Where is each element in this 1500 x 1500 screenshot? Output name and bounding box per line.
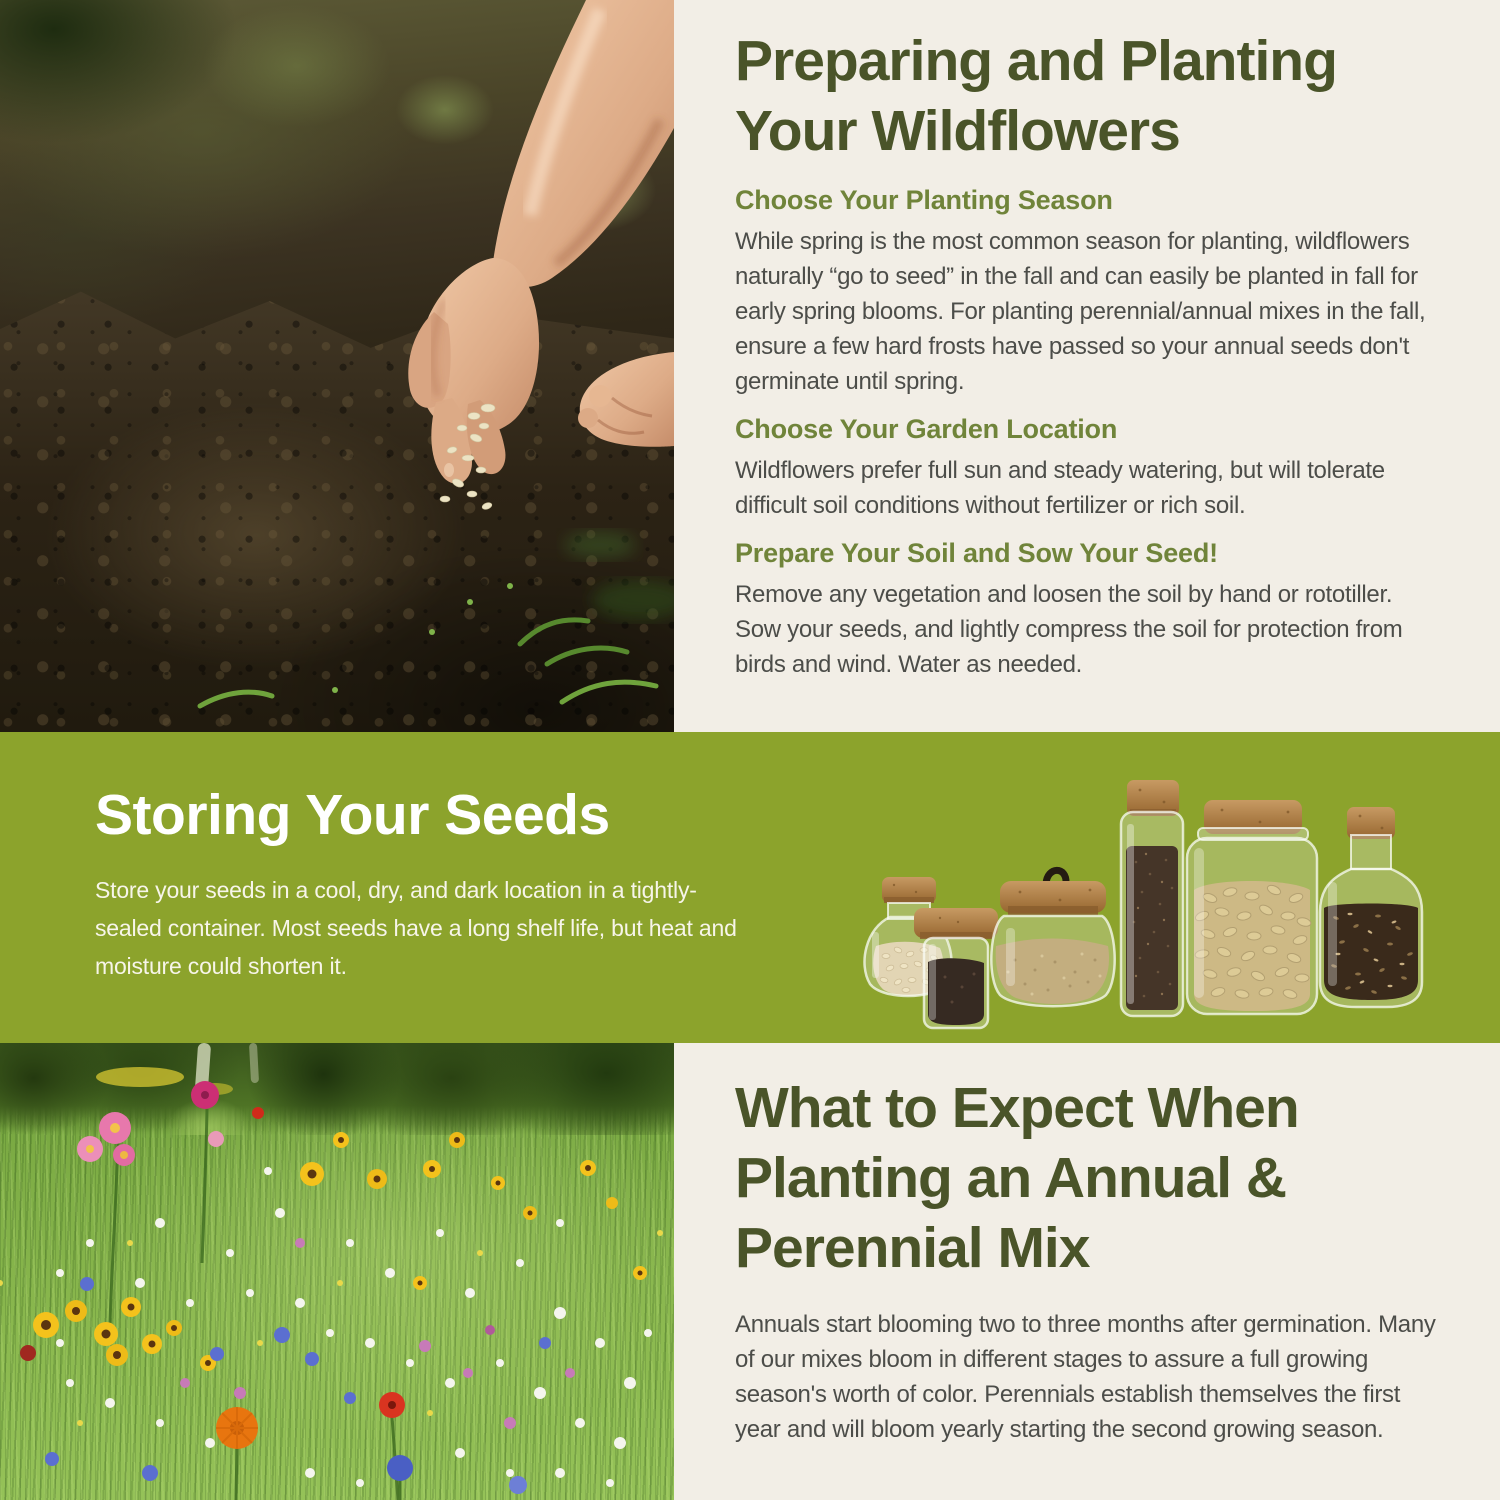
purple-blooms — [180, 1238, 575, 1429]
blurred-leaf — [592, 580, 674, 620]
seed-jar-bottle — [1320, 807, 1422, 1007]
flower-stems — [110, 1109, 400, 1500]
white-daisies — [56, 1167, 652, 1487]
subsection-garden-location — [735, 413, 1438, 523]
storing-text-block — [95, 783, 745, 985]
seed-jars-photo — [850, 732, 1450, 1043]
hand-sowing-illustration — [0, 0, 674, 732]
expect-panel — [674, 1043, 1500, 1500]
subsection-body: While spring is the most common season for planting, wildflowers naturally “go to seed” in the fall and can easily be planted in fall for early spring blooms. For planting perennial/annual mixes in the fall, ensure a few hard frosts have passed so your annual seeds don't germinate until spring. — [735, 228, 1426, 395]
fingertip — [589, 385, 611, 407]
expect-body: Annuals start blooming two to three months after germination. Many of our mixes bloom in different stages to assure a full growing season's worth of color. Perennials establish themselves the first year and will bloom yearly starting the second growing season. — [735, 1311, 1436, 1443]
yellow-coreopsis-cluster — [20, 1297, 216, 1371]
fingertip — [578, 408, 598, 428]
storing-band — [0, 732, 1500, 1043]
preparing-title: Preparing and Planting Your Wildflowers — [735, 29, 1337, 163]
seed-jar-tube — [1121, 780, 1183, 1016]
subsection-planting-season — [735, 184, 1438, 399]
blurred-leaf — [564, 531, 636, 559]
blue-cornflowers — [45, 1277, 551, 1494]
sowing-seeds-photo — [0, 0, 674, 732]
subsection-prepare-soil — [735, 537, 1438, 682]
seed-jar-large — [1187, 800, 1317, 1014]
red-poppy — [379, 1392, 405, 1418]
subsection-body: Remove any vegetation and loosen the soil by hand or rototiller. Sow your seeds, and lightly compress the soil for protection from birds and wind. Water as needed. — [735, 581, 1403, 678]
meadow-flowers-illustration — [0, 1043, 674, 1500]
seed-jar-squat — [991, 870, 1114, 1006]
seedling-sprigs — [200, 620, 656, 706]
yellow-coreopsis — [300, 1132, 647, 1290]
expect-title: What to Expect When Planting an Annual & Perennial Mix — [735, 1076, 1299, 1280]
subsection-heading: Choose Your Garden Location — [735, 414, 1118, 444]
wildflower-meadow-photo — [0, 1043, 674, 1500]
pink-cosmos — [77, 1081, 224, 1166]
storing-title: Storing Your Seeds — [95, 783, 610, 847]
fingernail — [444, 463, 454, 477]
preparing-section — [0, 0, 1500, 732]
seedling-dots — [332, 583, 513, 693]
red-bloom — [252, 1107, 264, 1119]
subsection-heading: Prepare Your Soil and Sow Your Seed! — [735, 538, 1218, 568]
subsection-body: Wildflowers prefer full sun and steady watering, but will tolerate difficult soil conditions without fertilizer or rich soil. — [735, 457, 1385, 519]
storing-body: Store your seeds in a cool, dry, and dark location in a tightly-sealed container. Most seeds have a long shelf life, but heat and moisture could shorten it. — [95, 877, 737, 979]
subsection-heading: Choose Your Planting Season — [735, 185, 1113, 215]
expect-section — [0, 1043, 1500, 1500]
yellow-bloom-drift — [96, 1067, 184, 1087]
orange-cosmos — [216, 1407, 258, 1449]
seed-jar-dark — [914, 908, 998, 1028]
preparing-panel — [674, 0, 1500, 732]
